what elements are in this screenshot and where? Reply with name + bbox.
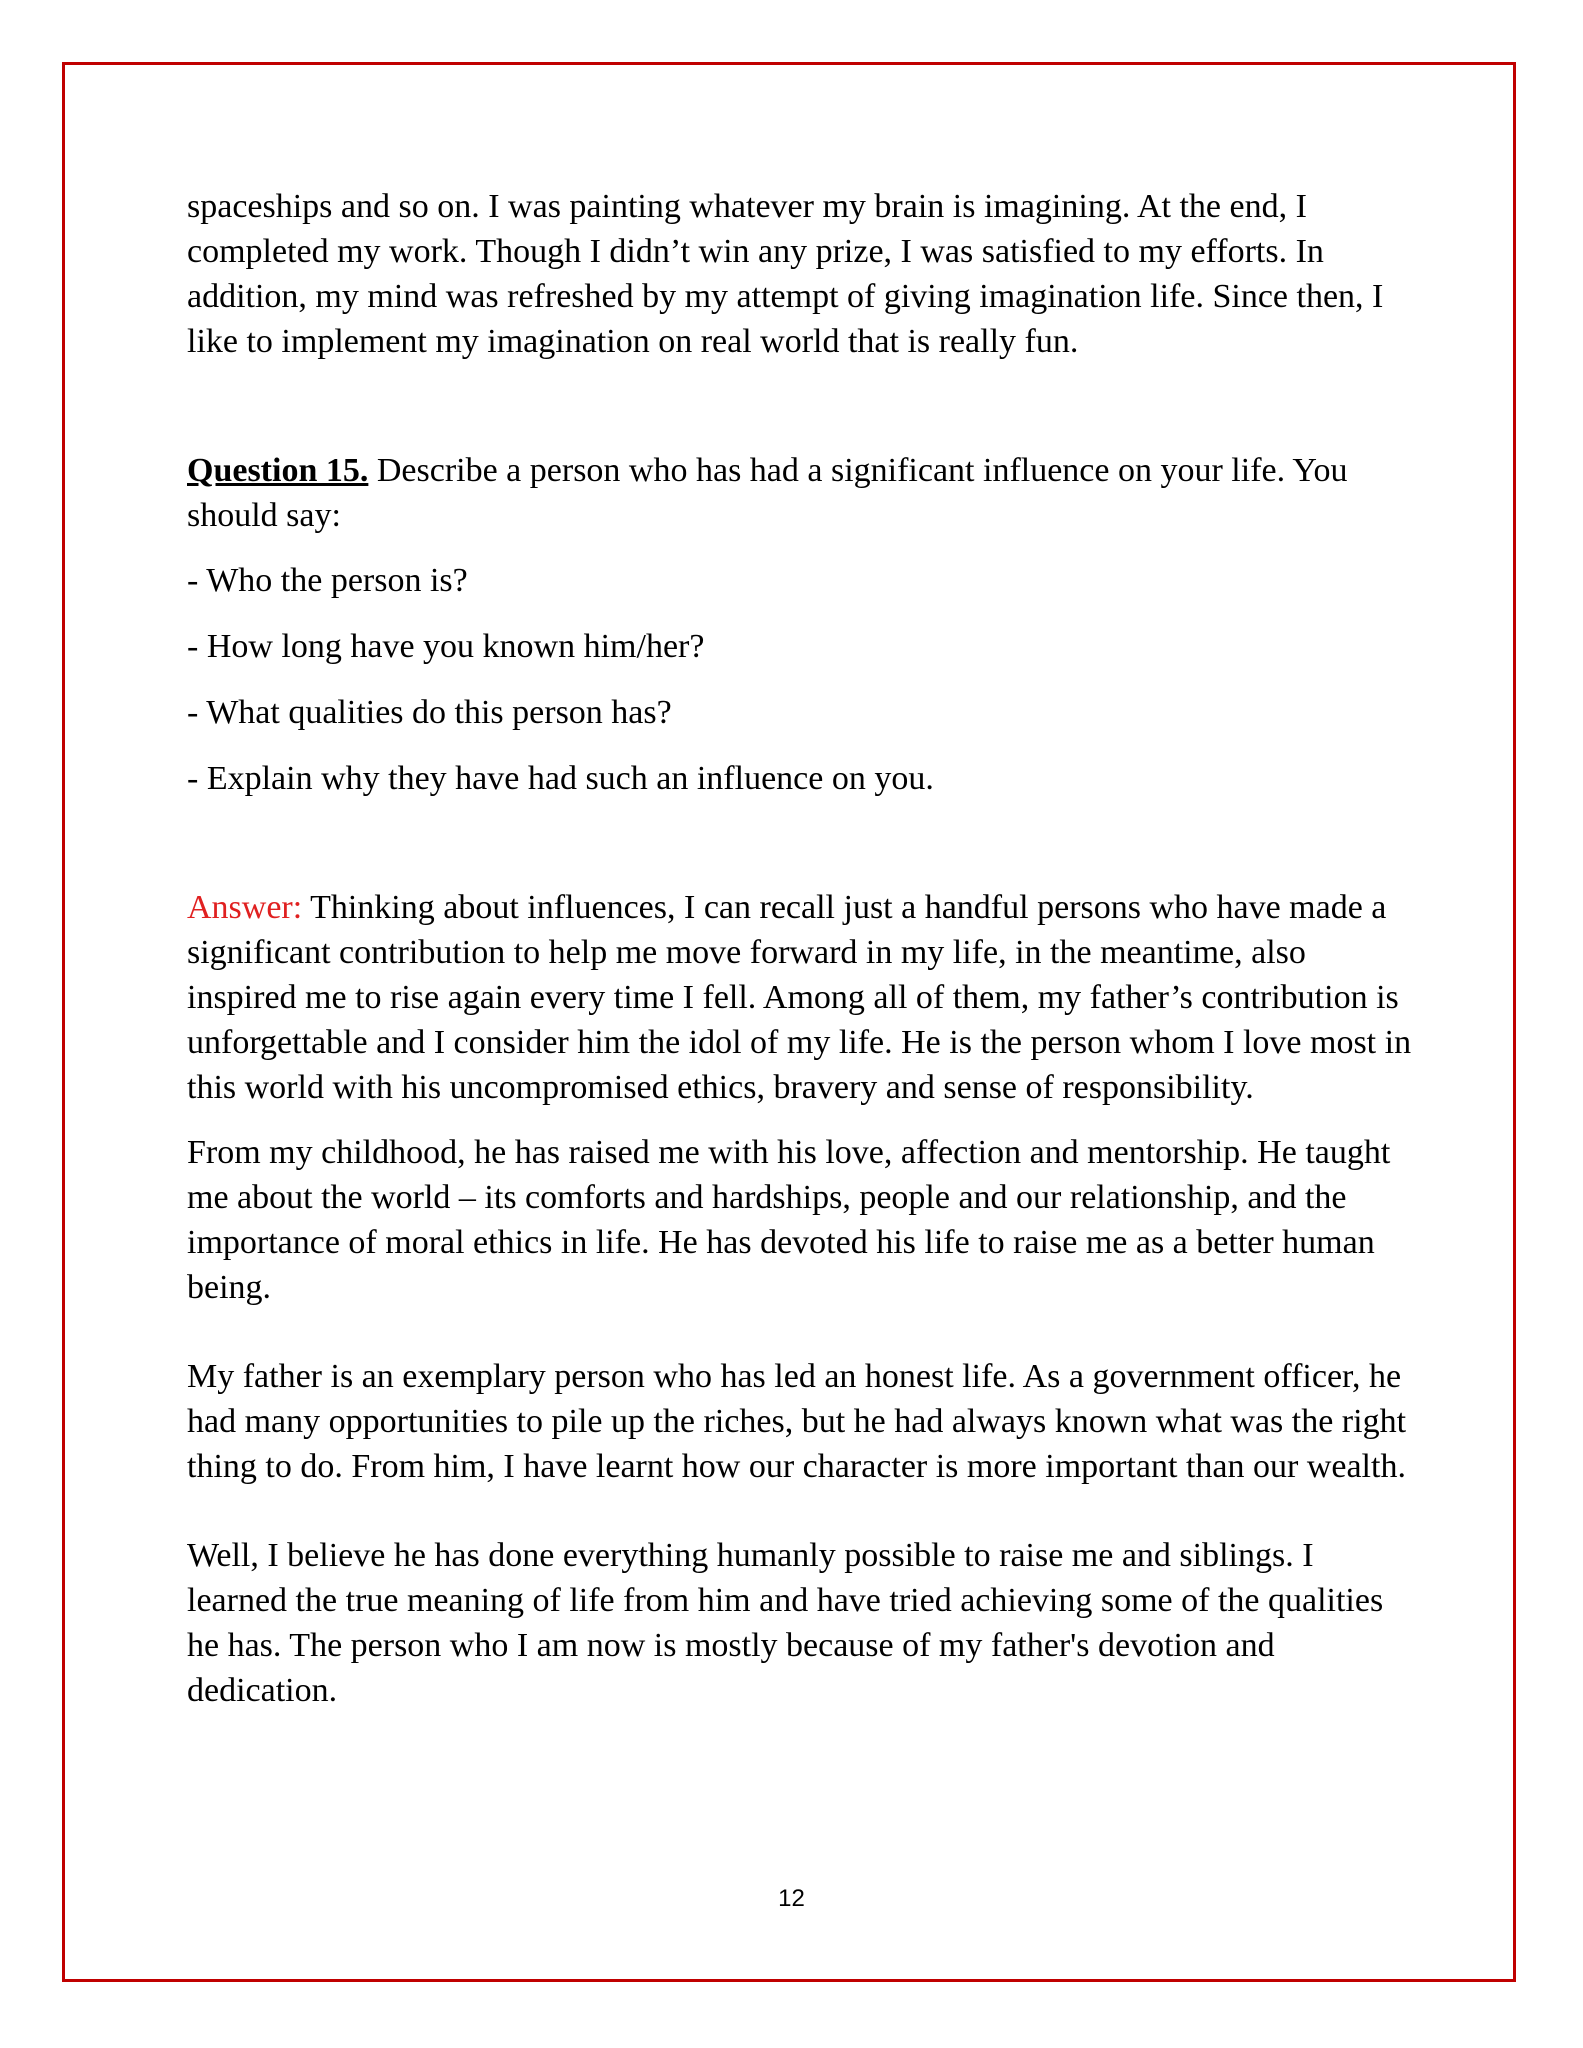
question-heading bbox=[187, 448, 1417, 538]
answer-first-text: Thinking about influences, I can recall just a handful persons who have made a significant contribution to help me move forward in my life, in the meantime, also inspired me to rise again every time I fell. Among all of them, my father’s contribution is unforgettable and I consider him the idol of my life. He is the person whom I love most in this world with his uncompromised ethics, bravery and sense of responsibility. bbox=[187, 889, 1412, 1106]
answer-paragraph: From my childhood, he has raised me with his love, affection and mentorship. He taught me about the world – its comforts and hardships, people and our relationship, and the importance of moral ethics in life. He has devoted his life to raise me as a better human being. bbox=[187, 1134, 1391, 1306]
answer-paragraph: My father is an exemplary person who has led an honest life. As a government officer, he had many opportunities to pile up the riches, but he had always known what was the right thing to do. From him, I have learnt how our character is more important than our wealth. bbox=[187, 1358, 1407, 1485]
answer-paragraph: Well, I believe he has done everything humanly possible to raise me and siblings. I learned the true meaning of life from him and have tried achieving some of the qualities he has. The person who I am now is mostly because of my father's devotion and dedication. bbox=[187, 1537, 1384, 1709]
prompt-item: - Who the person is? bbox=[187, 562, 468, 599]
prompt-item: - Explain why they have had such an influence on you. bbox=[187, 760, 934, 797]
prompt-item: - What qualities do this person has? bbox=[187, 694, 672, 731]
page-number: 12 bbox=[778, 1885, 805, 1912]
question-prompts bbox=[187, 558, 1417, 801]
intro-paragraph: spaceships and so on. I was painting whatever my brain is imagining. At the end, I completed my work. Though I didn’t win any prize, I was satisfied to my efforts. In addition, my mind was refreshed by my attempt of giving imagination life. Since then, I like to implement my imagination on real world that is really fun. bbox=[187, 188, 1384, 360]
question-text: Describe a person who has had a significant influence on your life. You should say: bbox=[187, 452, 1348, 534]
answer-paragraph bbox=[187, 885, 1417, 1110]
document-body bbox=[187, 184, 1417, 1713]
prompt-item: - How long have you known him/her? bbox=[187, 628, 705, 665]
answer-label: Answer: bbox=[187, 889, 303, 926]
question-label: Question 15. bbox=[187, 452, 369, 489]
